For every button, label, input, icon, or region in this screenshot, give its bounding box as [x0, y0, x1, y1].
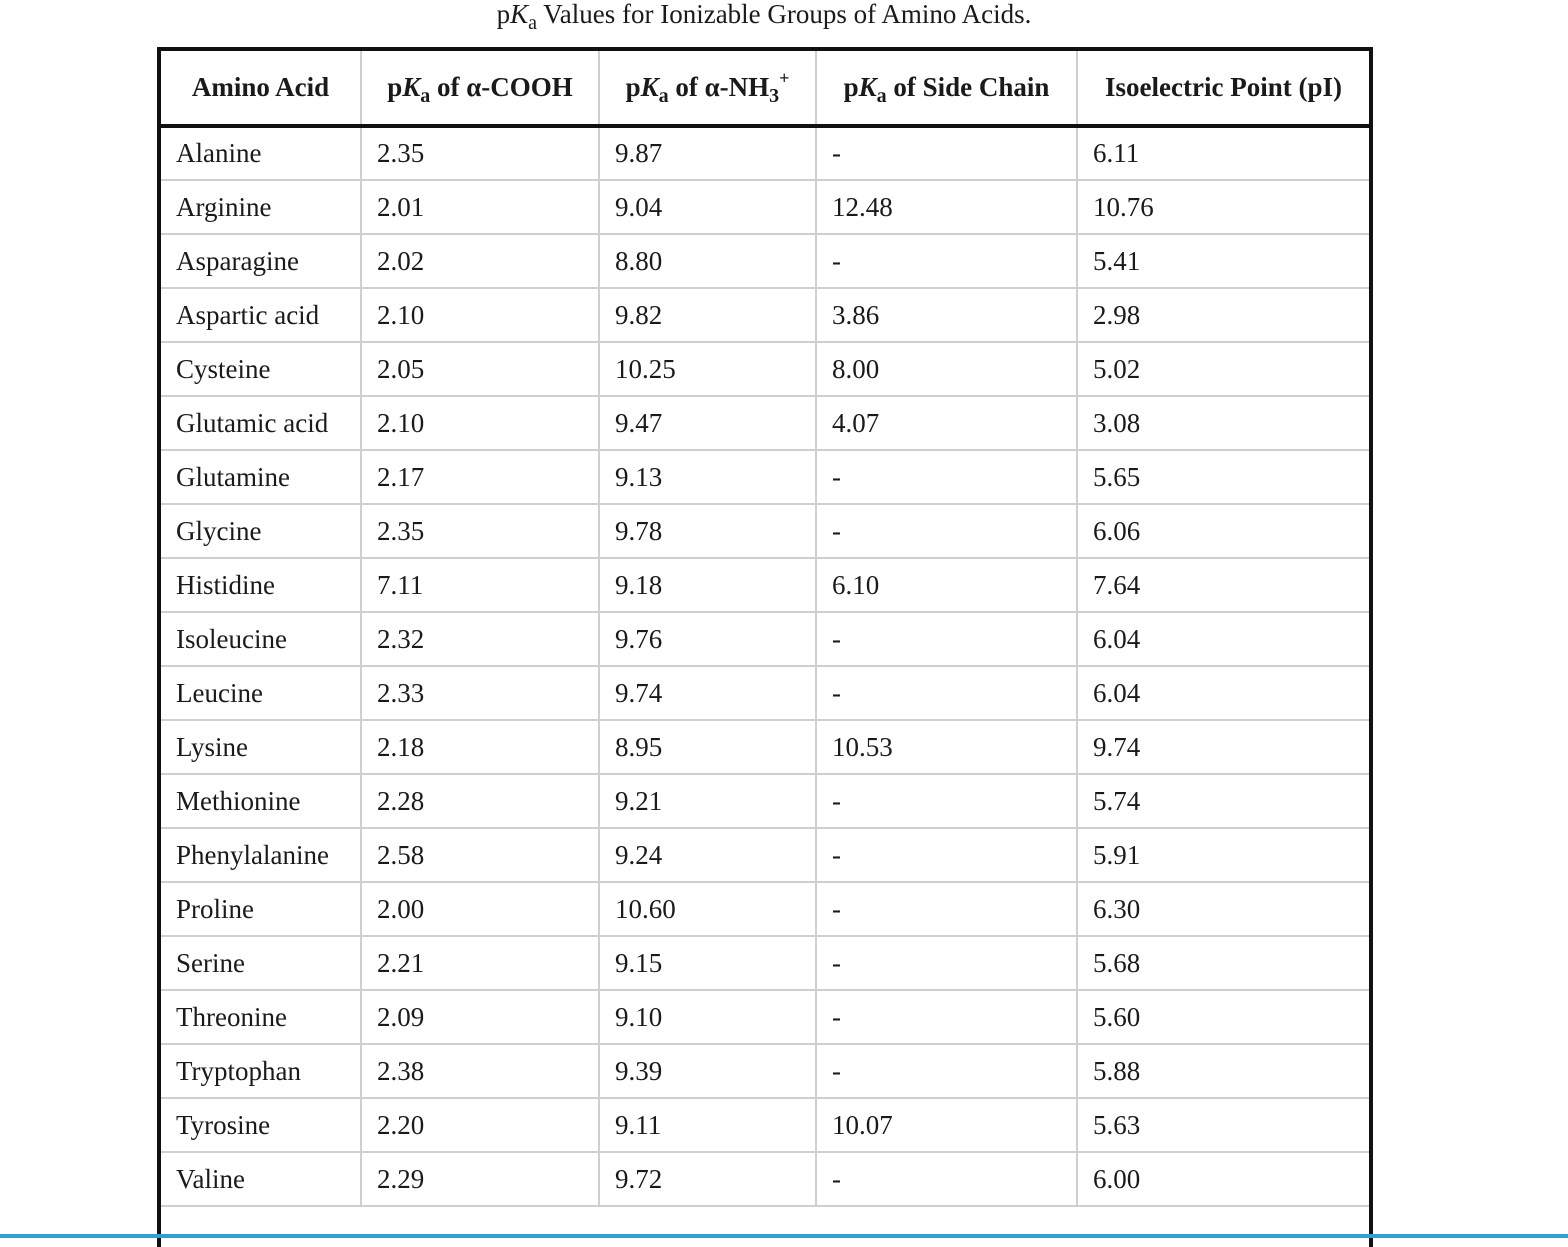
- cell-isoelectric-point: 5.68: [1077, 936, 1369, 990]
- cell-amino-acid: Arginine: [161, 180, 361, 234]
- cell-amino-acid: Asparagine: [161, 234, 361, 288]
- cell-amino-acid: Leucine: [161, 666, 361, 720]
- cell-amino-acid: Alanine: [161, 126, 361, 180]
- cell-amino-acid: Tryptophan: [161, 1044, 361, 1098]
- table-row: [161, 450, 1369, 504]
- header-side-suffix: of Side Chain: [886, 72, 1050, 102]
- cell-pka-nh3: 9.76: [599, 612, 816, 666]
- cell-isoelectric-point: 10.76: [1077, 180, 1369, 234]
- cell-pka-nh3: 9.78: [599, 504, 816, 558]
- cell-pka-side-chain: -: [816, 504, 1077, 558]
- cell-pka-cooh: 2.58: [361, 828, 599, 882]
- cell-isoelectric-point: 6.00: [1077, 1152, 1369, 1206]
- table-row: [161, 882, 1369, 936]
- cell-pka-nh3: 9.10: [599, 990, 816, 1044]
- header-nh-suffix: of α-NH: [668, 72, 770, 102]
- cell-pka-side-chain: 6.10: [816, 558, 1077, 612]
- cell-isoelectric-point: 5.91: [1077, 828, 1369, 882]
- cell-pka-side-chain: -: [816, 882, 1077, 936]
- cell-pka-cooh: 2.21: [361, 936, 599, 990]
- amino-acid-table-container: [157, 47, 1373, 1247]
- table-row: [161, 1044, 1369, 1098]
- cell-pka-cooh: 2.28: [361, 774, 599, 828]
- cell-pka-cooh: 2.10: [361, 396, 599, 450]
- cell-pka-nh3: 9.72: [599, 1152, 816, 1206]
- cell-pka-side-chain: -: [816, 450, 1077, 504]
- bottom-accent-line: [0, 1234, 1568, 1238]
- header-amino-acid-label: Amino Acid: [191, 72, 330, 102]
- cell-isoelectric-point: 5.60: [1077, 990, 1369, 1044]
- cell-pka-cooh: 2.00: [361, 882, 599, 936]
- cell-pka-cooh: 2.09: [361, 990, 599, 1044]
- header-cooh-k: K: [402, 72, 421, 102]
- cell-isoelectric-point: 5.65: [1077, 450, 1369, 504]
- cell-isoelectric-point: 6.04: [1077, 612, 1369, 666]
- header-nh-k: K: [640, 72, 659, 102]
- cell-pka-nh3: 9.24: [599, 828, 816, 882]
- cell-pka-nh3: 9.15: [599, 936, 816, 990]
- caption-sub: a: [528, 12, 537, 34]
- cell-pka-side-chain: 8.00: [816, 342, 1077, 396]
- cell-pka-nh3: 9.21: [599, 774, 816, 828]
- cell-isoelectric-point: 6.06: [1077, 504, 1369, 558]
- table-caption: [0, 0, 1528, 34]
- cell-pka-cooh: 2.35: [361, 126, 599, 180]
- table-row: [161, 612, 1369, 666]
- table-row: [161, 234, 1369, 288]
- table-row: [161, 990, 1369, 1044]
- cell-pka-side-chain: -: [816, 1152, 1077, 1206]
- cell-amino-acid: Tyrosine: [161, 1098, 361, 1152]
- table-row: [161, 1152, 1369, 1206]
- header-pka-cooh: [361, 51, 599, 126]
- header-cooh-suffix: of α-COOH: [430, 72, 573, 102]
- cell-amino-acid: Lysine: [161, 720, 361, 774]
- header-pka-nh3: [599, 51, 816, 126]
- cell-pka-cooh: 2.01: [361, 180, 599, 234]
- table-row: [161, 288, 1369, 342]
- cell-amino-acid: Histidine: [161, 558, 361, 612]
- cell-pka-side-chain: -: [816, 612, 1077, 666]
- cell-pka-nh3: 9.11: [599, 1098, 816, 1152]
- cell-pka-cooh: 2.10: [361, 288, 599, 342]
- cell-pka-cooh: 2.02: [361, 234, 599, 288]
- cell-pka-nh3: 8.95: [599, 720, 816, 774]
- cell-pka-cooh: 2.38: [361, 1044, 599, 1098]
- cell-amino-acid: Proline: [161, 882, 361, 936]
- header-side-k: K: [858, 72, 877, 102]
- cell-pka-cooh: 2.05: [361, 342, 599, 396]
- cell-amino-acid: Glycine: [161, 504, 361, 558]
- cell-pka-side-chain: -: [816, 126, 1077, 180]
- table-row: [161, 828, 1369, 882]
- cell-isoelectric-point: 3.08: [1077, 396, 1369, 450]
- cell-pka-nh3: 10.25: [599, 342, 816, 396]
- cell-amino-acid: Valine: [161, 1152, 361, 1206]
- cell-isoelectric-point: 6.04: [1077, 666, 1369, 720]
- cell-pka-nh3: 9.04: [599, 180, 816, 234]
- caption-k: K: [510, 0, 529, 29]
- cell-pka-nh3: 9.13: [599, 450, 816, 504]
- cell-pka-cooh: 7.11: [361, 558, 599, 612]
- cell-pka-side-chain: -: [816, 234, 1077, 288]
- cell-pka-side-chain: -: [816, 666, 1077, 720]
- table-row: [161, 558, 1369, 612]
- table-header: [161, 51, 1369, 126]
- header-side-p: p: [843, 72, 859, 102]
- caption-p: p: [496, 0, 511, 29]
- header-nh-sub: 3: [769, 85, 780, 107]
- cell-pka-nh3: 9.87: [599, 126, 816, 180]
- table-row: [161, 126, 1369, 180]
- cell-pka-side-chain: -: [816, 990, 1077, 1044]
- cell-pka-side-chain: -: [816, 1044, 1077, 1098]
- cell-pka-cooh: 2.20: [361, 1098, 599, 1152]
- cell-amino-acid: Methionine: [161, 774, 361, 828]
- cell-isoelectric-point: 5.02: [1077, 342, 1369, 396]
- cell-pka-side-chain: 4.07: [816, 396, 1077, 450]
- cell-pka-nh3: 9.82: [599, 288, 816, 342]
- cell-amino-acid: Threonine: [161, 990, 361, 1044]
- cell-amino-acid: Glutamic acid: [161, 396, 361, 450]
- header-cooh-p: p: [387, 72, 403, 102]
- table-row: [161, 936, 1369, 990]
- cell-pka-side-chain: -: [816, 828, 1077, 882]
- cell-amino-acid: Glutamine: [161, 450, 361, 504]
- cell-pka-nh3: 8.80: [599, 234, 816, 288]
- cell-isoelectric-point: 5.41: [1077, 234, 1369, 288]
- cell-pka-side-chain: 10.53: [816, 720, 1077, 774]
- cell-isoelectric-point: 5.74: [1077, 774, 1369, 828]
- header-cooh-a: a: [420, 85, 431, 107]
- header-nh-a: a: [658, 85, 669, 107]
- cell-pka-side-chain: 10.07: [816, 1098, 1077, 1152]
- cell-isoelectric-point: 2.98: [1077, 288, 1369, 342]
- cell-pka-nh3: 10.60: [599, 882, 816, 936]
- table-row: [161, 504, 1369, 558]
- header-nh-p: p: [625, 72, 641, 102]
- cell-pka-nh3: 9.47: [599, 396, 816, 450]
- header-pi-label: Isoelectric Point (pI): [1105, 72, 1342, 102]
- header-nh-sup: +: [779, 68, 790, 88]
- cell-isoelectric-point: 6.11: [1077, 126, 1369, 180]
- cell-amino-acid: Phenylalanine: [161, 828, 361, 882]
- header-amino-acid: [161, 51, 361, 126]
- table-row: [161, 1098, 1369, 1152]
- header-row: [161, 51, 1369, 126]
- header-side-a: a: [876, 85, 887, 107]
- cell-amino-acid: Serine: [161, 936, 361, 990]
- cell-pka-cooh: 2.29: [361, 1152, 599, 1206]
- cell-pka-side-chain: 12.48: [816, 180, 1077, 234]
- caption-text: Values for Ionizable Groups of Amino Acids.: [536, 0, 1032, 29]
- cell-pka-nh3: 9.74: [599, 666, 816, 720]
- cell-isoelectric-point: 5.88: [1077, 1044, 1369, 1098]
- table-row: [161, 180, 1369, 234]
- cell-pka-cooh: 2.35: [361, 504, 599, 558]
- table-row: [161, 666, 1369, 720]
- cell-amino-acid: Isoleucine: [161, 612, 361, 666]
- table-row: [161, 396, 1369, 450]
- cell-pka-cooh: 2.33: [361, 666, 599, 720]
- cell-pka-nh3: 9.18: [599, 558, 816, 612]
- cell-isoelectric-point: 5.63: [1077, 1098, 1369, 1152]
- table-row: [161, 720, 1369, 774]
- cell-pka-cooh: 2.17: [361, 450, 599, 504]
- table-row: [161, 342, 1369, 396]
- cell-pka-cooh: 2.18: [361, 720, 599, 774]
- cell-isoelectric-point: 9.74: [1077, 720, 1369, 774]
- table-body: [161, 126, 1369, 1206]
- cell-pka-side-chain: 3.86: [816, 288, 1077, 342]
- table-row: [161, 774, 1369, 828]
- cell-pka-cooh: 2.32: [361, 612, 599, 666]
- header-pka-side-chain: [816, 51, 1077, 126]
- header-isoelectric-point: [1077, 51, 1369, 126]
- amino-acid-pka-table: [161, 51, 1369, 1207]
- cell-amino-acid: Aspartic acid: [161, 288, 361, 342]
- cell-pka-side-chain: -: [816, 936, 1077, 990]
- cell-pka-side-chain: -: [816, 774, 1077, 828]
- cell-isoelectric-point: 7.64: [1077, 558, 1369, 612]
- cell-amino-acid: Cysteine: [161, 342, 361, 396]
- cell-pka-nh3: 9.39: [599, 1044, 816, 1098]
- cell-isoelectric-point: 6.30: [1077, 882, 1369, 936]
